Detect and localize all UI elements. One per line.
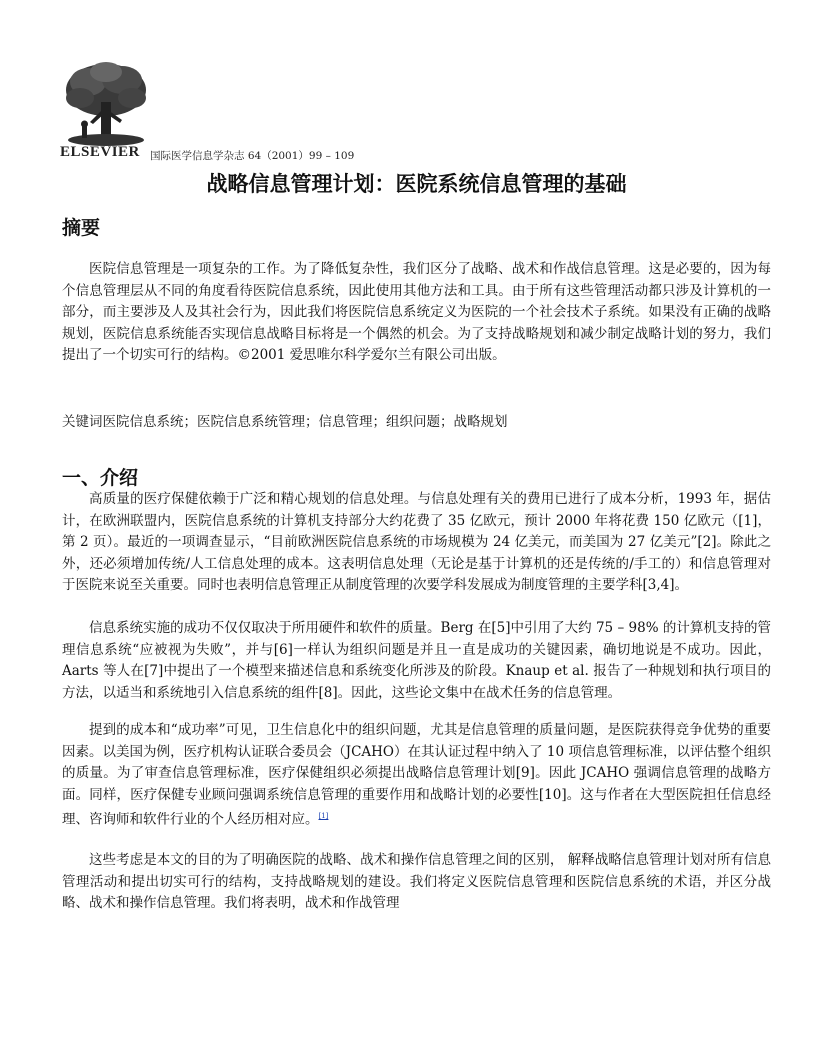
intro-paragraph-3 [62,720,771,831]
intro-paragraph-4: 这些考虑是本文的目的为了明确医院的战略、战术和操作信息管理之间的区别， 解释战略信息管理计划对所有信息管理活动和提出切实可行的结构，支持战略规划的建设。我们将定义医院信息管理和医院信息系统的术语，并区分战略、战术和操作信息管理。我们将表明，战术和作战管理 [62,852,771,911]
keywords: 关键词医院信息系统；医院信息系统管理；信息管理；组织问题；战略规划 [62,414,508,430]
tree-icon [60,60,152,148]
abstract-paragraph: 医院信息管理是一项复杂的工作。为了降低复杂性，我们区分了战略、战术和作战信息管理。这是必要的，因为每个信息管理层从不同的角度看待医院信息系统，因此使用其他方法和工具。由于所有这些管理活动都只涉及计算机的一部分，而主要涉及人及其社会行为，因此我们将医院信息系统定义为医院的一个社会技术子系统。如果没有正确的战略规划，医院信息系统能否实现信息战略目标将是一个偶然的机会。为了支持战略规划和减少制定战略计划的努力，我们提出了一个切实可行的结构。©2001 爱思唯尔科学爱尔兰有限公司出版。 [62,261,771,363]
elsevier-logo [60,60,152,160]
article-title: 战略信息管理计划：医院系统信息管理的基础 [206,172,627,196]
intro-paragraph-1: 高质量的医疗保健依赖于广泛和精心规划的信息处理。与信息处理有关的费用已进行了成本分析，1993 年，据估计，在欧洲联盟内，医院信息系统的计算机支持部分大约花费了 35 亿欧元，预计 2000 年将花费 150 亿欧元（[1]，第 2 页）。最近的一项调查显示，“目前欧洲医院信息系统的市场规模为 24 亿美元，而美国为 27 亿美元”[2]。除此之外，还必须增加传统/人工信息处理的成本。这表明信息处理（无论是基于计算机的还是传统的/手工的）和信息管理对于医院来说至关重要。同时也表明信息管理正从制度管理的次要学科发展成为制度管理的主要学科[3,4]。 [62,491,771,593]
intro-paragraph-2: 信息系统实施的成功不仅仅取决于所用硬件和软件的质量。Berg 在[5]中引用了大约 75 – 98% 的计算机支持的管理信息系统“应被视为失败”，并与[6]一样认为组织问题是并且一直是成功的关键因素，确切地说是不成功。因此，Aarts 等人在[7]中提出了一个模型来描述信息和系统变化所涉及的阶段。Knaup et al. 报告了一种规划和执行项目的方法，以适当和系统地引入信息系统的组件[8]。因此，这些论文集中在战术任务的信息管理。 [62,620,771,701]
intro-heading: 一、介绍 [62,467,139,489]
footnote-link[interactable]: [1] [318,812,329,820]
publisher-wordmark: ELSEVIER [60,144,140,160]
abstract-heading: 摘要 [62,217,101,239]
journal-citation: 国际医学信息学杂志 64（2001）99 – 109 [150,150,355,162]
intro-paragraph-3-text: 提到的成本和“成功率”可见，卫生信息化中的组织问题，尤其是信息管理的质量问题，是医院获得竞争优势的重要因素。以美国为例，医疗机构认证联合委员会（JCAHO）在其认证过程中纳入了 10 项信息管理标准，以评估整个组织的质量。为了审查信息管理标准，医疗保健组织必须提出战略信息管理计划[9]。因此 JCAHO 强调信息管理的战略方面。同样，医疗保健专业顾问强调系统信息管理的重要作用和战略计划的必要性[10]。这与作者在大型医院担任信息经理、咨询师和软件行业的个人经历相对应。 [62,722,771,828]
